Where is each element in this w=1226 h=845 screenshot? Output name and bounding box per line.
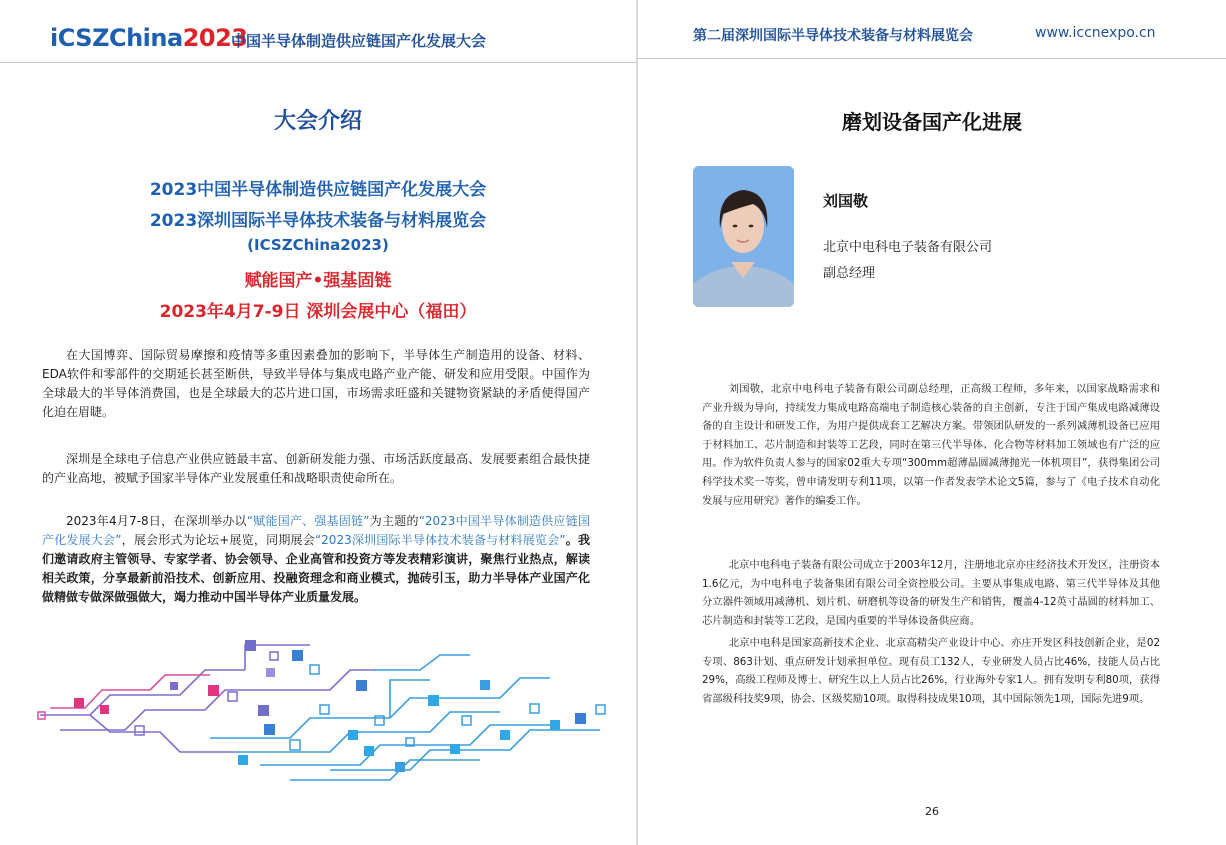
intro-paragraph-1: 在大国博弈、国际贸易摩擦和疫情等多重因素叠加的影响下，半导体生产制造用的设备、材料、EDA软件和零部件的交期延长甚至断供，导致半导体与集成电路产业产能、研发和应用受限。中国作为全球最大的半导体消费国，也是全球最大的芯片进口国，市场需求旺盛和关键物资紧缺的矛盾使得国产化迫在眉睫。	[42, 348, 590, 419]
event-name-line-1: 2023中国半导体制造供应链国产化发展大会	[149, 180, 487, 200]
icszchina-logo	[50, 24, 248, 52]
circuit-decoration	[30, 620, 620, 790]
p3-text-4: 。我们邀请政府主管领导、专家学者、协会领导、企业高管和投资方等发表精彩演讲，聚焦行业热点，解读相关政策，分享最新前沿技术、创新应用、投融资理念和商业模式，抛砖引玉，助力半导体产业国产化做精做专做深做强做大，竭力推动中国半导体产业质量发展。	[42, 533, 590, 604]
speaker-portrait	[693, 166, 794, 307]
page-number: 26	[925, 805, 939, 818]
intro-paragraph-2: 深圳是全球电子信息产业供应链最丰富、创新研发能力强、市场活跃度最高、发展要素组合最快捷的产业高地，被赋予国家半导体产业发展重任和战略职责使命所在。	[42, 452, 590, 485]
header-divider	[638, 58, 1226, 59]
event-code: (ICSZChina2023)	[247, 236, 389, 254]
p3-text-2: 为主题的	[369, 514, 419, 528]
header-divider	[0, 62, 636, 63]
right-header-title: 第二届深圳国际半导体技术装备与材料展览会	[693, 28, 973, 44]
p3-text-1: 2023年4月7-8日，在深圳举办以	[66, 514, 247, 528]
speaker-bio: 刘国敬，北京中电科电子装备有限公司副总经理，正高级工程师，多年来，以国家战略需求和产业升级为导向，持续发力集成电路高端电子制造核心装备的自主创新，专注于国产集成电路减薄设备的自主设计和研发工作，为用户提供成套工艺解决方案。带领团队研发的一系列减薄机设备已应用于材料加工、芯片制造和封装等工艺段，同时在第三代半导体、化合物等材料加工领域也有广泛的应用。作为软件负责人参与的国家02重大专项“300mm超薄晶圆减薄抛光一体机项目”，获得集团公司科学技术奖一等奖，曾申请发明专利11项，以第一作者发表学术论文5篇，参与了《电子技术自动化发展与应用研究》著作的编委工作。	[702, 383, 1160, 507]
event-name-line-2: 2023深圳国际半导体技术装备与材料展览会	[149, 211, 487, 231]
speaker-name: 刘国敬	[823, 192, 869, 210]
section-title-intro: 大会介绍	[273, 109, 362, 134]
p3-conference-highlight: “2023中国半导体制造供应链国产化发展大会”	[42, 514, 590, 547]
event-slogan: 赋能国产•强基固链	[244, 271, 392, 291]
p3-expo-highlight: “2023深圳国际半导体技术装备与材料展览会”	[314, 533, 566, 547]
p3-text-3: ，展会形式为论坛+展览，同期展会	[121, 533, 315, 547]
left-page-header	[0, 0, 636, 62]
p3-theme-highlight: “赋能国产、强基固链”	[246, 514, 370, 528]
logo-part-year: 2023	[182, 24, 248, 52]
right-page	[638, 0, 1226, 845]
event-date-venue: 2023年4月7-9日 深圳会展中心（福田）	[159, 302, 477, 322]
company-paragraph-2: 北京中电科是国家高新技术企业、北京高精尖产业设计中心、亦庄开发区科技创新企业，是02专项、863计划、重点研发计划承担单位。现有员工132人，专业研发人员占比46%，技能人员占比29%，高级工程师及博士、研究生以上人员占比26%，行业海外专家1人。拥有发明专利80项，获得省部级科技奖9项，协会、区级奖励10项。取得科技成果10项，其中国际领先1项，国际先进9项。	[702, 637, 1160, 705]
logo-part-icsz: iCSZ	[50, 24, 109, 52]
speaker-company: 北京中电科电子装备有限公司	[823, 240, 993, 255]
right-page-header	[638, 0, 1226, 62]
company-paragraph-1: 北京中电科电子装备有限公司成立于2003年12月，注册地北京亦庄经济技术开发区，注册资本1.6亿元，为中电科电子装备集团有限公司全资控股公司。主要从事集成电路、第三代半导体及其他分立器件领域用减薄机、划片机、研磨机等设备的研发生产和销售，覆盖4-12英寸晶圆的材料加工、芯片制造和封装等工艺段，是国内重要的半导体设备供应商。	[702, 559, 1160, 627]
left-header-title: 中国半导体制造供应链国产化发展大会	[231, 32, 487, 50]
speaker-role: 副总经理	[823, 266, 876, 281]
section-title-progress: 磨划设备国产化进展	[842, 110, 1022, 134]
website-url: www.iccnexpo.cn	[1035, 25, 1156, 41]
speaker-photo	[693, 166, 794, 307]
logo-part-china: China	[108, 24, 183, 52]
intro-paragraph-3	[42, 512, 590, 607]
